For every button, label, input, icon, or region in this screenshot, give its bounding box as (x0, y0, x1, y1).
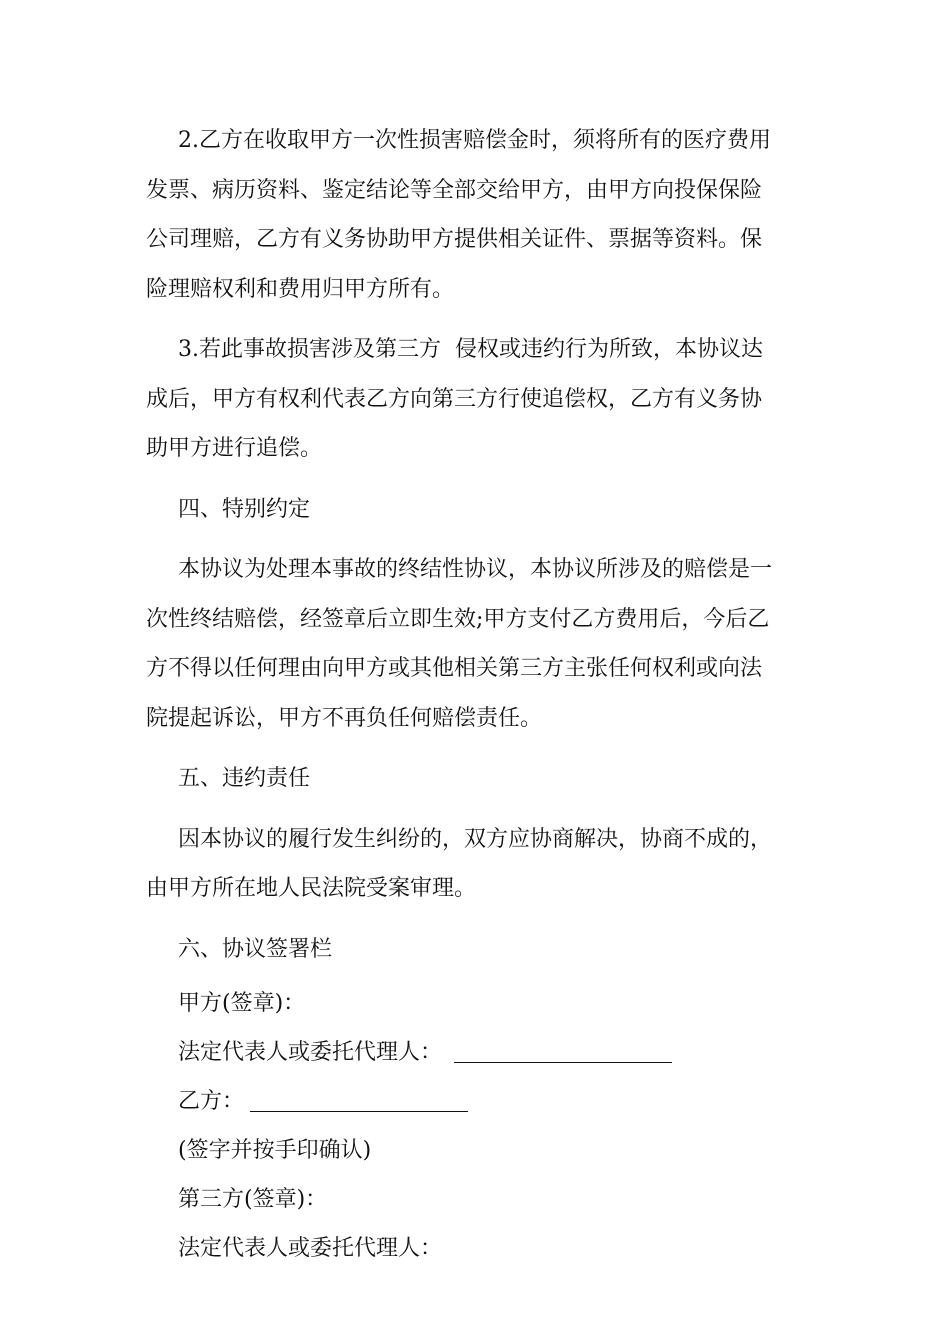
section-5-heading: 五、违约责任 (178, 766, 311, 791)
section-4-heading: 四、特别约定 (178, 496, 311, 522)
party-a-rep-label: 法定代表人或委托代理人： (178, 1040, 443, 1065)
section-4-line: 方不得以任何理由向甲方或其他相关第三方主张任何权利或向法 (146, 656, 763, 681)
party-a-representative (146, 1034, 806, 1072)
party-b-label: 乙方： (178, 1089, 245, 1114)
party-a-rep-blank-line[interactable] (454, 1040, 672, 1063)
party-b-signature (146, 1083, 806, 1121)
party-b-note (146, 1132, 806, 1170)
section-6-heading: 六、协议签署栏 (178, 936, 333, 962)
clause-2-line: 公司理赔，乙方有义务协助甲方提供相关证件、票据等资料。保 (146, 227, 763, 252)
section-5-line: 因本协议的履行发生纠纷的，双方应协商解决，协商不成的， (178, 826, 773, 852)
third-party-signature (146, 1181, 806, 1219)
section-4-body (146, 545, 806, 743)
section-4-line: 本协议为处理本事故的终结性协议，本协议所涉及的赔偿是一 (178, 557, 773, 582)
section-5-body (146, 815, 806, 914)
party-a-label: 甲方(签章)： (178, 991, 306, 1016)
clause-2-line: 险理赔权利和费用归甲方所有。 (146, 276, 455, 302)
clause-3-line: 助甲方进行追偿。 (146, 436, 323, 461)
third-party-label: 第三方(签章)： (178, 1187, 328, 1212)
clause-3 (146, 325, 806, 474)
clause-3-line: 成后，甲方有权利代表乙方向第三方行使追偿权，乙方有义务协 (146, 386, 763, 412)
clause-2-line: 发票、病历资料、鉴定结论等全部交给甲方，由甲方向投保保险 (146, 177, 763, 203)
section-4-line: 院提起诉讼，甲方不再负任何赔偿责任。 (146, 705, 543, 731)
party-b-note-text: (签字并按手印确认) (178, 1138, 372, 1163)
clause-2 (146, 116, 806, 314)
third-party-rep-label: 法定代表人或委托代理人： (178, 1236, 443, 1261)
third-party-representative (146, 1230, 806, 1268)
document-page (146, 116, 806, 1279)
party-a-signature (146, 985, 806, 1023)
section-5-line: 由甲方所在地人民法院受案审理。 (146, 876, 477, 901)
party-b-blank-line[interactable] (250, 1089, 468, 1112)
clause-3-line: 3.若此事故损害涉及第三方 侵权或违约行为所致，本协议达 (178, 337, 763, 362)
section-4-line: 次性终结赔偿，经签章后立即生效;甲方支付乙方费用后，今后乙 (146, 606, 770, 632)
clause-2-line: 2.乙方在收取甲方一次性损害赔偿金时，须将所有的医疗费用 (178, 128, 771, 153)
